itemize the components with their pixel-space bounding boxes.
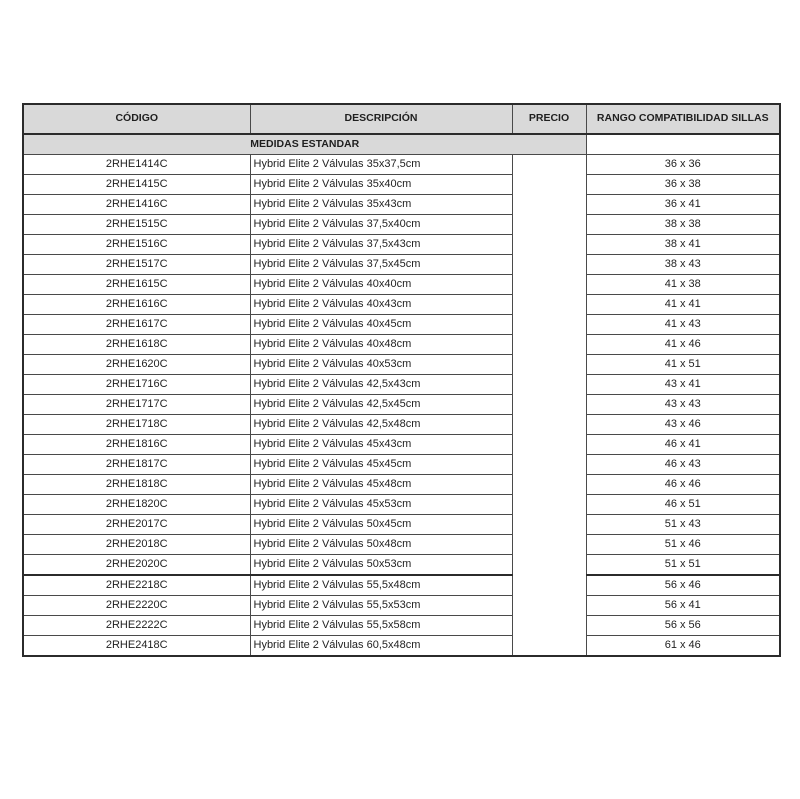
descripcion-cell: Hybrid Elite 2 Válvulas 50x53cm xyxy=(250,555,512,576)
codigo-cell: 2RHE1718C xyxy=(23,415,250,435)
section-title-cell: MEDIDAS ESTANDAR xyxy=(23,134,586,155)
descripcion-cell: Hybrid Elite 2 Válvulas 50x45cm xyxy=(250,515,512,535)
descripcion-cell: Hybrid Elite 2 Válvulas 40x53cm xyxy=(250,355,512,375)
rango-cell: 56 x 46 xyxy=(586,575,780,596)
rango-cell: 38 x 38 xyxy=(586,215,780,235)
price-table xyxy=(22,103,781,657)
descripcion-cell: Hybrid Elite 2 Válvulas 35x37,5cm xyxy=(250,155,512,175)
table-row xyxy=(23,155,780,175)
column-header-descripcion: DESCRIPCIÓN xyxy=(250,104,512,134)
codigo-cell: 2RHE2020C xyxy=(23,555,250,576)
codigo-cell: 2RHE1416C xyxy=(23,195,250,215)
precio-merged-cell xyxy=(512,155,586,657)
descripcion-cell: Hybrid Elite 2 Válvulas 45x43cm xyxy=(250,435,512,455)
rango-cell: 61 x 46 xyxy=(586,636,780,657)
rango-cell: 36 x 41 xyxy=(586,195,780,215)
table-row xyxy=(23,395,780,415)
table-row xyxy=(23,215,780,235)
codigo-cell: 2RHE2220C xyxy=(23,596,250,616)
rango-cell: 41 x 41 xyxy=(586,295,780,315)
codigo-cell: 2RHE1516C xyxy=(23,235,250,255)
rango-cell: 43 x 46 xyxy=(586,415,780,435)
table-row xyxy=(23,575,780,596)
table-row xyxy=(23,435,780,455)
table-row xyxy=(23,235,780,255)
rango-cell: 56 x 41 xyxy=(586,596,780,616)
column-header-precio: PRECIO xyxy=(512,104,586,134)
table-row xyxy=(23,616,780,636)
table-row xyxy=(23,475,780,495)
rango-cell: 43 x 41 xyxy=(586,375,780,395)
descripcion-cell: Hybrid Elite 2 Válvulas 45x53cm xyxy=(250,495,512,515)
codigo-cell: 2RHE1515C xyxy=(23,215,250,235)
codigo-cell: 2RHE1615C xyxy=(23,275,250,295)
codigo-cell: 2RHE1414C xyxy=(23,155,250,175)
rango-cell: 51 x 51 xyxy=(586,555,780,576)
table-row xyxy=(23,335,780,355)
table-row xyxy=(23,555,780,576)
descripcion-cell: Hybrid Elite 2 Válvulas 35x43cm xyxy=(250,195,512,215)
rango-cell: 38 x 41 xyxy=(586,235,780,255)
codigo-cell: 2RHE1817C xyxy=(23,455,250,475)
table-row xyxy=(23,455,780,475)
price-table-container xyxy=(22,103,779,657)
descripcion-cell: Hybrid Elite 2 Válvulas 40x45cm xyxy=(250,315,512,335)
rango-cell: 51 x 43 xyxy=(586,515,780,535)
table-header-row xyxy=(23,104,780,134)
codigo-cell: 2RHE1716C xyxy=(23,375,250,395)
descripcion-cell: Hybrid Elite 2 Válvulas 35x40cm xyxy=(250,175,512,195)
table-row xyxy=(23,596,780,616)
descripcion-cell: Hybrid Elite 2 Válvulas 40x40cm xyxy=(250,275,512,295)
rango-cell: 41 x 38 xyxy=(586,275,780,295)
descripcion-cell: Hybrid Elite 2 Válvulas 60,5x48cm xyxy=(250,636,512,657)
column-header-codigo: CÓDIGO xyxy=(23,104,250,134)
codigo-cell: 2RHE2218C xyxy=(23,575,250,596)
descripcion-cell: Hybrid Elite 2 Válvulas 40x43cm xyxy=(250,295,512,315)
rango-cell: 36 x 36 xyxy=(586,155,780,175)
codigo-cell: 2RHE1620C xyxy=(23,355,250,375)
descripcion-cell: Hybrid Elite 2 Válvulas 45x45cm xyxy=(250,455,512,475)
table-row xyxy=(23,375,780,395)
table-row xyxy=(23,515,780,535)
rango-cell: 56 x 56 xyxy=(586,616,780,636)
table-row xyxy=(23,355,780,375)
descripcion-cell: Hybrid Elite 2 Válvulas 37,5x43cm xyxy=(250,235,512,255)
descripcion-cell: Hybrid Elite 2 Válvulas 50x48cm xyxy=(250,535,512,555)
codigo-cell: 2RHE1617C xyxy=(23,315,250,335)
codigo-cell: 2RHE1717C xyxy=(23,395,250,415)
table-row xyxy=(23,415,780,435)
rango-cell: 41 x 51 xyxy=(586,355,780,375)
codigo-cell: 2RHE2017C xyxy=(23,515,250,535)
table-row xyxy=(23,636,780,657)
codigo-cell: 2RHE1616C xyxy=(23,295,250,315)
descripcion-cell: Hybrid Elite 2 Válvulas 37,5x40cm xyxy=(250,215,512,235)
table-row xyxy=(23,275,780,295)
rango-cell: 38 x 43 xyxy=(586,255,780,275)
descripcion-cell: Hybrid Elite 2 Válvulas 42,5x45cm xyxy=(250,395,512,415)
rango-cell: 43 x 43 xyxy=(586,395,780,415)
table-row xyxy=(23,175,780,195)
rango-cell: 46 x 43 xyxy=(586,455,780,475)
codigo-cell: 2RHE2018C xyxy=(23,535,250,555)
rango-cell: 41 x 46 xyxy=(586,335,780,355)
codigo-cell: 2RHE1818C xyxy=(23,475,250,495)
rango-cell: 51 x 46 xyxy=(586,535,780,555)
descripcion-cell: Hybrid Elite 2 Válvulas 55,5x48cm xyxy=(250,575,512,596)
rango-cell: 46 x 46 xyxy=(586,475,780,495)
table-row xyxy=(23,495,780,515)
table-row xyxy=(23,295,780,315)
table-row xyxy=(23,195,780,215)
codigo-cell: 2RHE1517C xyxy=(23,255,250,275)
descripcion-cell: Hybrid Elite 2 Válvulas 40x48cm xyxy=(250,335,512,355)
codigo-cell: 2RHE1415C xyxy=(23,175,250,195)
codigo-cell: 2RHE2418C xyxy=(23,636,250,657)
descripcion-cell: Hybrid Elite 2 Válvulas 45x48cm xyxy=(250,475,512,495)
codigo-cell: 2RHE2222C xyxy=(23,616,250,636)
descripcion-cell: Hybrid Elite 2 Válvulas 55,5x53cm xyxy=(250,596,512,616)
column-header-rango: RANGO COMPATIBILIDAD SILLAS xyxy=(586,104,780,134)
descripcion-cell: Hybrid Elite 2 Válvulas 55,5x58cm xyxy=(250,616,512,636)
descripcion-cell: Hybrid Elite 2 Válvulas 42,5x43cm xyxy=(250,375,512,395)
section-row xyxy=(23,134,780,155)
codigo-cell: 2RHE1816C xyxy=(23,435,250,455)
rango-cell: 46 x 41 xyxy=(586,435,780,455)
table-row xyxy=(23,535,780,555)
section-empty-cell xyxy=(586,134,780,155)
rango-cell: 41 x 43 xyxy=(586,315,780,335)
codigo-cell: 2RHE1618C xyxy=(23,335,250,355)
codigo-cell: 2RHE1820C xyxy=(23,495,250,515)
rango-cell: 46 x 51 xyxy=(586,495,780,515)
descripcion-cell: Hybrid Elite 2 Válvulas 37,5x45cm xyxy=(250,255,512,275)
table-row xyxy=(23,255,780,275)
rango-cell: 36 x 38 xyxy=(586,175,780,195)
table-body xyxy=(23,134,780,656)
table-row xyxy=(23,315,780,335)
descripcion-cell: Hybrid Elite 2 Válvulas 42,5x48cm xyxy=(250,415,512,435)
